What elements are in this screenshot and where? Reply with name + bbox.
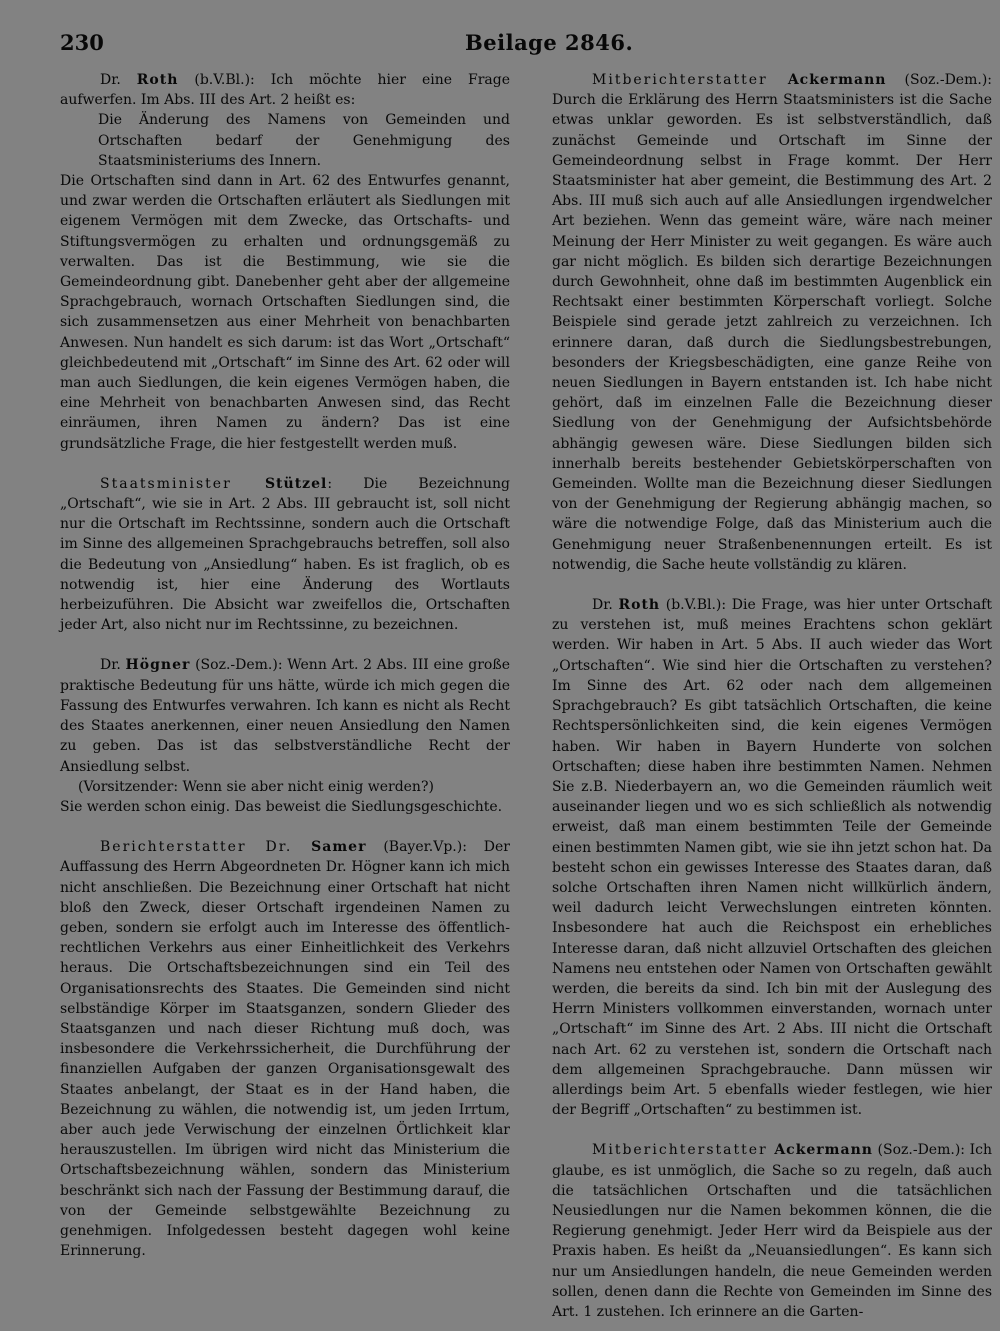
page-header [0,0,1000,60]
speaker-party: (Soz.-Dem.): [872,1142,970,1159]
speech-text: Durch die Erklärung des Herrn Staatsministers ist die Sache etwas unklar geworden. Es ist selbstverständlich, daß zunächst Gemeinde und Ortschaft im Sinne der Gemeindeordnung selbst in Frage kommt. Der Herr Staatsminister hat aber gemeint, die Bestimmung des Art. 2 Abs. III muß sich auch auf alle Ansiedlungen irgendwelcher Art beziehen. Wenn das gemeint wäre, wäre nach meiner Meinung der Herr Minister zu weit gegangen. Es wäre auch gar nicht möglich. Es bilden sich derartige Bezeichnungen durch Gewohnheit, ohne daß im bestimmten Augenblick ein Rechtsakt einer bestimmten Körperschaft vorliegt. Solche Beispiele sind gerade jetzt zahlreich zu verzeichnen. Ich erinnere daran, daß durch die Siedlungsbestrebungen, besonders der Kriegsbeschädigten, eine ganze Reihe von neuen Siedlungen in Bayern entstanden ist. Ich habe nicht gehört, daß im einzelnen Falle die Bezeichnung dieser Siedlung von der Genehmigung der Aufsichtsbehörde abhängig gewesen wäre. Diese Siedlungen bilden sich innerhalb bereits bestehender Gebietskörperschaften von Gemeinden. Wollte man die Bezeichnung dieser Siedlungen von der Genehmigung der Regierung abhängig machen, so wäre die notwendige Folge, daß das Ministerium auch die Genehmigung neuer Straßenbenennungen erteilt. Es ist notwendig, die Sache heute vollständig zu klären. [552,92,992,573]
speaker-party: (b.V.Bl.): [178,72,271,88]
speech-continuation: Sie werden schon einig. Das beweist die Siedlungsgeschichte. [60,798,503,815]
speaker-title: Mitberichterstatter [592,72,788,88]
speaker-name: Ackermann [774,1142,873,1159]
speaker-name: Samer [311,839,367,856]
quoted-clause: Die Änderung des Namens von Gemeinden und Ortschaften bedarf der Genehmigung des Staatsministeriums des Innern. [98,112,510,169]
speaker-title: Berichterstatter Dr. [100,839,312,856]
speaker-party: (Bayer.Vp.): [366,839,484,856]
speaker-name: Roth [136,72,179,88]
speech-roth-2 [552,595,992,1120]
speaker-title: Staatsminister [100,475,265,492]
speaker-title: Dr. [592,597,619,614]
speaker-name: Stützel [264,475,328,492]
speech-text: Die Bezeichnung „Ortschaft“, wie sie in Art. 2 Abs. III gebraucht ist, soll nicht nur die Ortschaft im Rechtssinne, sondern auch die Ortschaft im Sinne des allgemeinen Sprachgebrauchs betreffen, soll also die Bedeutung von „Ansiedlung“ haben. Es ist fraglich, ob es notwendig ist, hier eine Änderung des Wortlauts herbeizuführen. Die Absicht war zweifellos die, Ortschaften jeder Art, also nicht nur im Rechtssinne, zu bezeichnen. [60,475,510,634]
speaker-title: Dr. [100,72,137,88]
speaker-party: : [327,475,364,492]
left-column [60,70,510,1261]
speech-text: Ich möchte hier eine Frage aufwerfen. Im Abs. III des Art. 2 heißt es: [60,72,510,109]
page-title: Beilage 2846. [465,30,634,55]
speech-continuation: Die Ortschaften sind dann in Art. 62 des Entwurfes genannt, und zwar werden die Ortschaften erläutert als Siedlungen mit eigenem Vermögen mit dem Zwecke, das Ortschafts- und Stiftungsvermögen zu erhalten und ordnungsgemäß zu verwalten. Das ist die Bestimmung, wie sie die Gemeindeordnung gibt. Danebenher geht aber der allgemeine Sprachgebrauch, wornach Ortschaften Siedlungen sind, die sich zusammensetzen aus einer Mehrheit von benachbarten Anwesen. Nun handelt es sich darum: ist das Wort „Ortschaft“ gleichbedeutend mit „Ortschaft“ im Sinne des Art. 62 oder will man auch Siedlungen, die kein eigenes Vermögen haben, die eine Mehrheit von benachbarten Anwesen sind, das Recht einräumen, ihren Namen zu ändern? Das ist eine grundsätzliche Frage, die hier festgestellt werden muß. [60,173,510,452]
right-column [552,70,992,1322]
speech-text: Die Frage, was hier unter Ortschaft zu verstehen ist, muß meines Erachtens schon geklärt werden. Wir haben in Art. 5 Abs. II auch wieder das Wort „Ortschaften“. Wie sind hier die Ortschaften zu verstehen? Im Sinne des Art. 62 oder nach dem allgemeinen Sprachgebrauch? Es gibt tatsächlich Ortschaften, die keine Rechtspersönlichkeiten sind, die kein eigenes Vermögen haben. Wir haben in Bayern Hunderte von solchen Ortschaften; diese haben ihre bestimmten Namen. Nehmen Sie z.B. Niederbayern an, wo die Gemeinden räumlich weit auseinander liegen und wo es sich schließlich als notwendig erweist, daß man einem bestimmten Teile der Gemeinde einen bestimmten Namen gibt, wie sie ihn jetzt schon hat. Da besteht schon ein gewisses Interesse des Staates daran, daß solche Ortschaften ihren Namen nicht willkürlich ändern, weil dadurch leicht Verwechslungen eintreten könnten. Insbesondere hat auch die Reichspost ein erhebliches Interesse daran, daß nicht allzuviel Ortschaften des gleichen Namens neu entstehen oder Namen von Ortschaften gewählt werden, die bereits da sind. Ich bin mit der Auslegung des Herrn Ministers vollkommen einverstanden, wornach unter „Ortschaft“ im Sinne des Art. 2 Abs. III nicht die Ortschaft nach Art. 62 zu verstehen ist, sondern die Ortschaft nach dem allgemeinen Sprachgebrauche. Dann müssen wir allerdings beim Art. 5 ebenfalls wieder festlegen, wie hier der Begriff „Ortschaften“ zu bestimmen ist. [552,597,992,1119]
speaker-title: Mitberichterstatter [592,1142,775,1159]
speech-text: Der Auffassung des Herrn Abgeordneten Dr. Högner kann ich mich nicht anschließen. Die Bezeichnung einer Ortschaft hat nicht bloß den Zweck, dieser Ortschaft irgendeinen Namen zu geben, sondern sie erfolgt auch im Interesse des öffentlich-rechtlichen Verkehrs aus einer Einheitlichkeit des Verkehrs heraus. Die Ortschaftsbezeichnungen sind ein Teil des Organisationsrechts des Staates. Die Gemeinden sind nicht selbständige Körper im Staatsganzen, sondern Glieder des Staatsganzen und nach dieser Richtung muß doch, was insbesondere die Verkehrssicherheit, die Durchführung der finanziellen Aufgaben der ganzen Organisationsgewalt des Staates anbelangt, der Staat es in der Hand haben, die Bezeichnung zu wählen, die notwendig ist, um jeden Irrtum, aber auch jede Verwischung der einzelnen Örtlichkeit klar herauszustellen. Im übrigen wird nicht das Ministerium die Ortschaftsbezeichnung wählen, sondern das Ministerium beschränkt sich nach der Fassung der Bestimmung darauf, die von der Gemeinde selbstgewählte Bezeichnung zu genehmigen. Infolgedessen besteht dagegen wohl keine Erinnerung. [60,839,510,1260]
speaker-party: (Soz.-Dem.): [190,657,288,674]
speech-ackermann-2 [552,1140,992,1322]
interjection: (Vorsitzender: Wenn sie aber nicht einig werden?) [78,778,434,795]
speech-hoegner [60,655,510,776]
speech-ackermann-1 [552,70,992,575]
speaker-title: Dr. [100,657,126,674]
speech-samer [60,837,510,1261]
speaker-party: (b.V.Bl.): [660,597,732,614]
speech-roth-1 [60,70,510,110]
speech-text: Wenn Art. 2 Abs. III eine große praktische Bedeutung für uns hätte, würde ich mich gegen die Fassung des Entwurfes verwahren. Ich kann es nicht als Recht des Staates anerkennen, einer neuen Ansiedlung den Namen zu geben. Das ist das selbstverständliche Recht der Ansiedlung selbst. [60,657,510,775]
speaker-name: Ackermann [787,72,887,88]
page-number: 230 [60,30,104,55]
speaker-name: Högner [125,657,191,674]
speaker-name: Roth [618,597,661,614]
speaker-party: (Soz.-Dem.): [886,72,992,88]
speech-stuetzel [60,474,510,636]
speech-text: Ich glaube, es ist unmöglich, die Sache so zu regeln, daß auch die tatsächlichen Ortschaften und die tatsächlichen Neusiedlungen nur die Namen bekommen können, die die Regierung genehmigt. Jeder Herr wird da Beispiele aus der Praxis haben. Es heißt da „Neuansiedlungen“. Es kann sich nur um Ansiedlungen handeln, die neue Gemeinden werden sollen, denen dann die Rechte von Gemeinden im Sinne des Art. 1 zustehen. Ich erinnere an die Garten- [552,1142,992,1320]
